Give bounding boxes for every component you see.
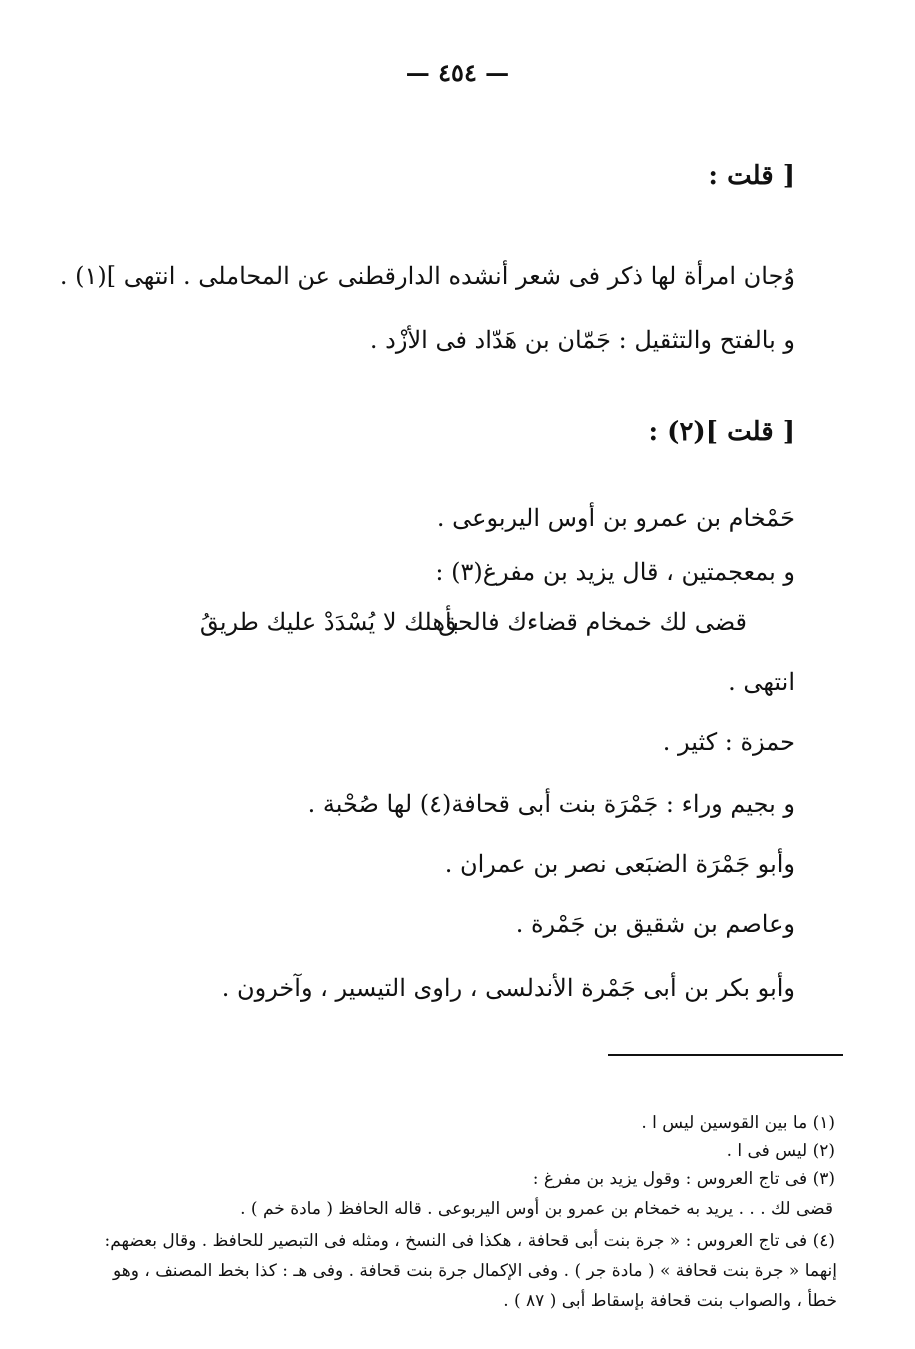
footnote-3-continued: قضى لك . . . يريد به خمخام بن عمرو بن أوس اليربوعى . قاله الحافظ ( مادة خم ) . — [240, 1199, 833, 1219]
footnote-1: (١) ما بين القوسين ليس ا . — [641, 1113, 835, 1133]
footnote-4-continued-2: خطأ ، والصواب بنت قحافة بإسقاط أبى ( ٨٧ ) . — [503, 1291, 837, 1311]
verse-first-hemistich: قضى لك خمخام قضاءك فالحق — [438, 608, 747, 636]
footnote-4: (٤) فى تاج العروس : « جرة بنت أبى قحافة ، هكذا فى النسخ ، ومثله فى التبصير للحافظ . وقال بعضهم: — [104, 1231, 835, 1251]
text-line-3: حَمْخام بن عمرو بن أوس اليربوعى . — [436, 504, 795, 532]
text-line-5: انتهى . — [728, 668, 795, 696]
text-line-10: وأبو بكر بن أبى جَمْرة الأندلسى ، راوى التيسير ، وآخرون . — [221, 974, 795, 1002]
text-line-2: و بالفتح والتثقيل : جَمّان بن هَدّاد فى الأزْد . — [369, 326, 795, 354]
text-line-7: و بجيم وراء : جَمْرَة بنت أبى قحافة(٤) لها صُحْبة . — [307, 790, 795, 818]
footnote-4-continued-1: إنهما « جرة بنت قحافة » ( مادة جر ) . وفى الإكمال جرة بنت قحافة . وفى هـ : كذا بخط المصنف ، وهو — [112, 1261, 837, 1281]
text-line-8: وأبو جَمْرَة الضبَعى نصر بن عمران . — [444, 850, 795, 878]
footnote-separator — [608, 1054, 843, 1056]
text-line-4: و بمعجمتين ، قال يزيد بن مفرغ(٣) : — [435, 558, 795, 586]
footnote-2: (٢) ليس فى ا . — [726, 1141, 835, 1161]
footnote-3: (٣) فى تاج العروس : وقول يزيد بن مفرغ : — [532, 1169, 835, 1189]
heading-qult-1: [ قلت : — [708, 161, 795, 191]
page-number: — ٤٥٤ — — [405, 58, 510, 87]
heading-qult-2: [ قلت ](٢) : — [648, 417, 795, 447]
text-line-1: وُجان امرأة لها ذكر فى شعر أنشده الدارقطنى عن المحاملى . انتهى ](١) . — [59, 262, 795, 290]
verse-second-hemistich: بأهلك لا يُسْدَدْ عليك طريقُ — [199, 608, 459, 636]
text-line-6: حمزة : كثير . — [662, 728, 795, 756]
text-line-9: وعاصم بن شقيق بن جَمْرة . — [515, 910, 795, 938]
